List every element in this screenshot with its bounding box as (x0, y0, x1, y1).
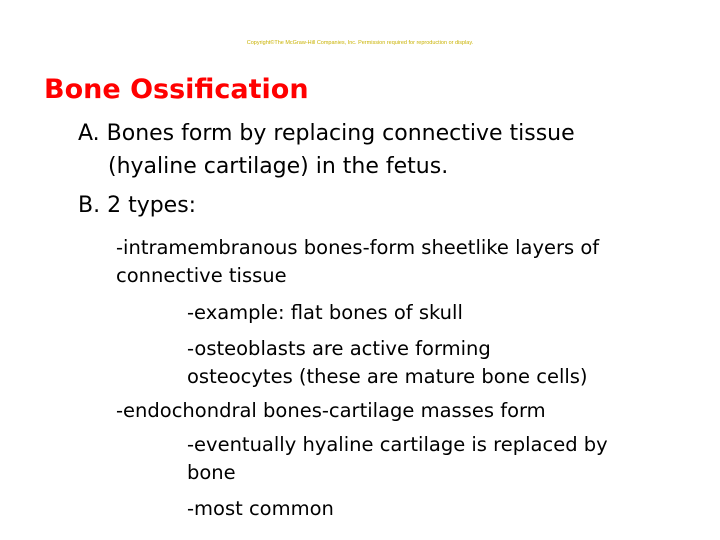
copyright-notice: Copyright©The McGraw-Hill Companies, Inc. Permission required for reproduction or display. (246, 40, 474, 46)
outline-b-line1: B. 2 types: (78, 193, 197, 218)
example-item: -example: flat bones of skull (187, 301, 463, 324)
intramembranous-line1: -intramembranous bones-form sheetlike layers of (116, 236, 600, 259)
osteoblasts-line2: osteocytes (these are mature bone cells) (187, 365, 588, 388)
outline-a-line2: (hyaline cartilage) in the fetus. (108, 154, 449, 179)
slide-title: Bone Ossification (44, 74, 309, 105)
osteoblasts-line1: -osteoblasts are active forming (187, 337, 491, 360)
intramembranous-line2: connective tissue (116, 264, 287, 287)
most-common-item: -most common (187, 497, 334, 520)
eventually-line1: -eventually hyaline cartilage is replaced by (187, 433, 608, 456)
outline-a-line1: A. Bones form by replacing connective tissue (78, 121, 575, 146)
endochondral-item: -endochondral bones-cartilage masses form (116, 399, 546, 422)
eventually-line2: bone (187, 461, 236, 484)
